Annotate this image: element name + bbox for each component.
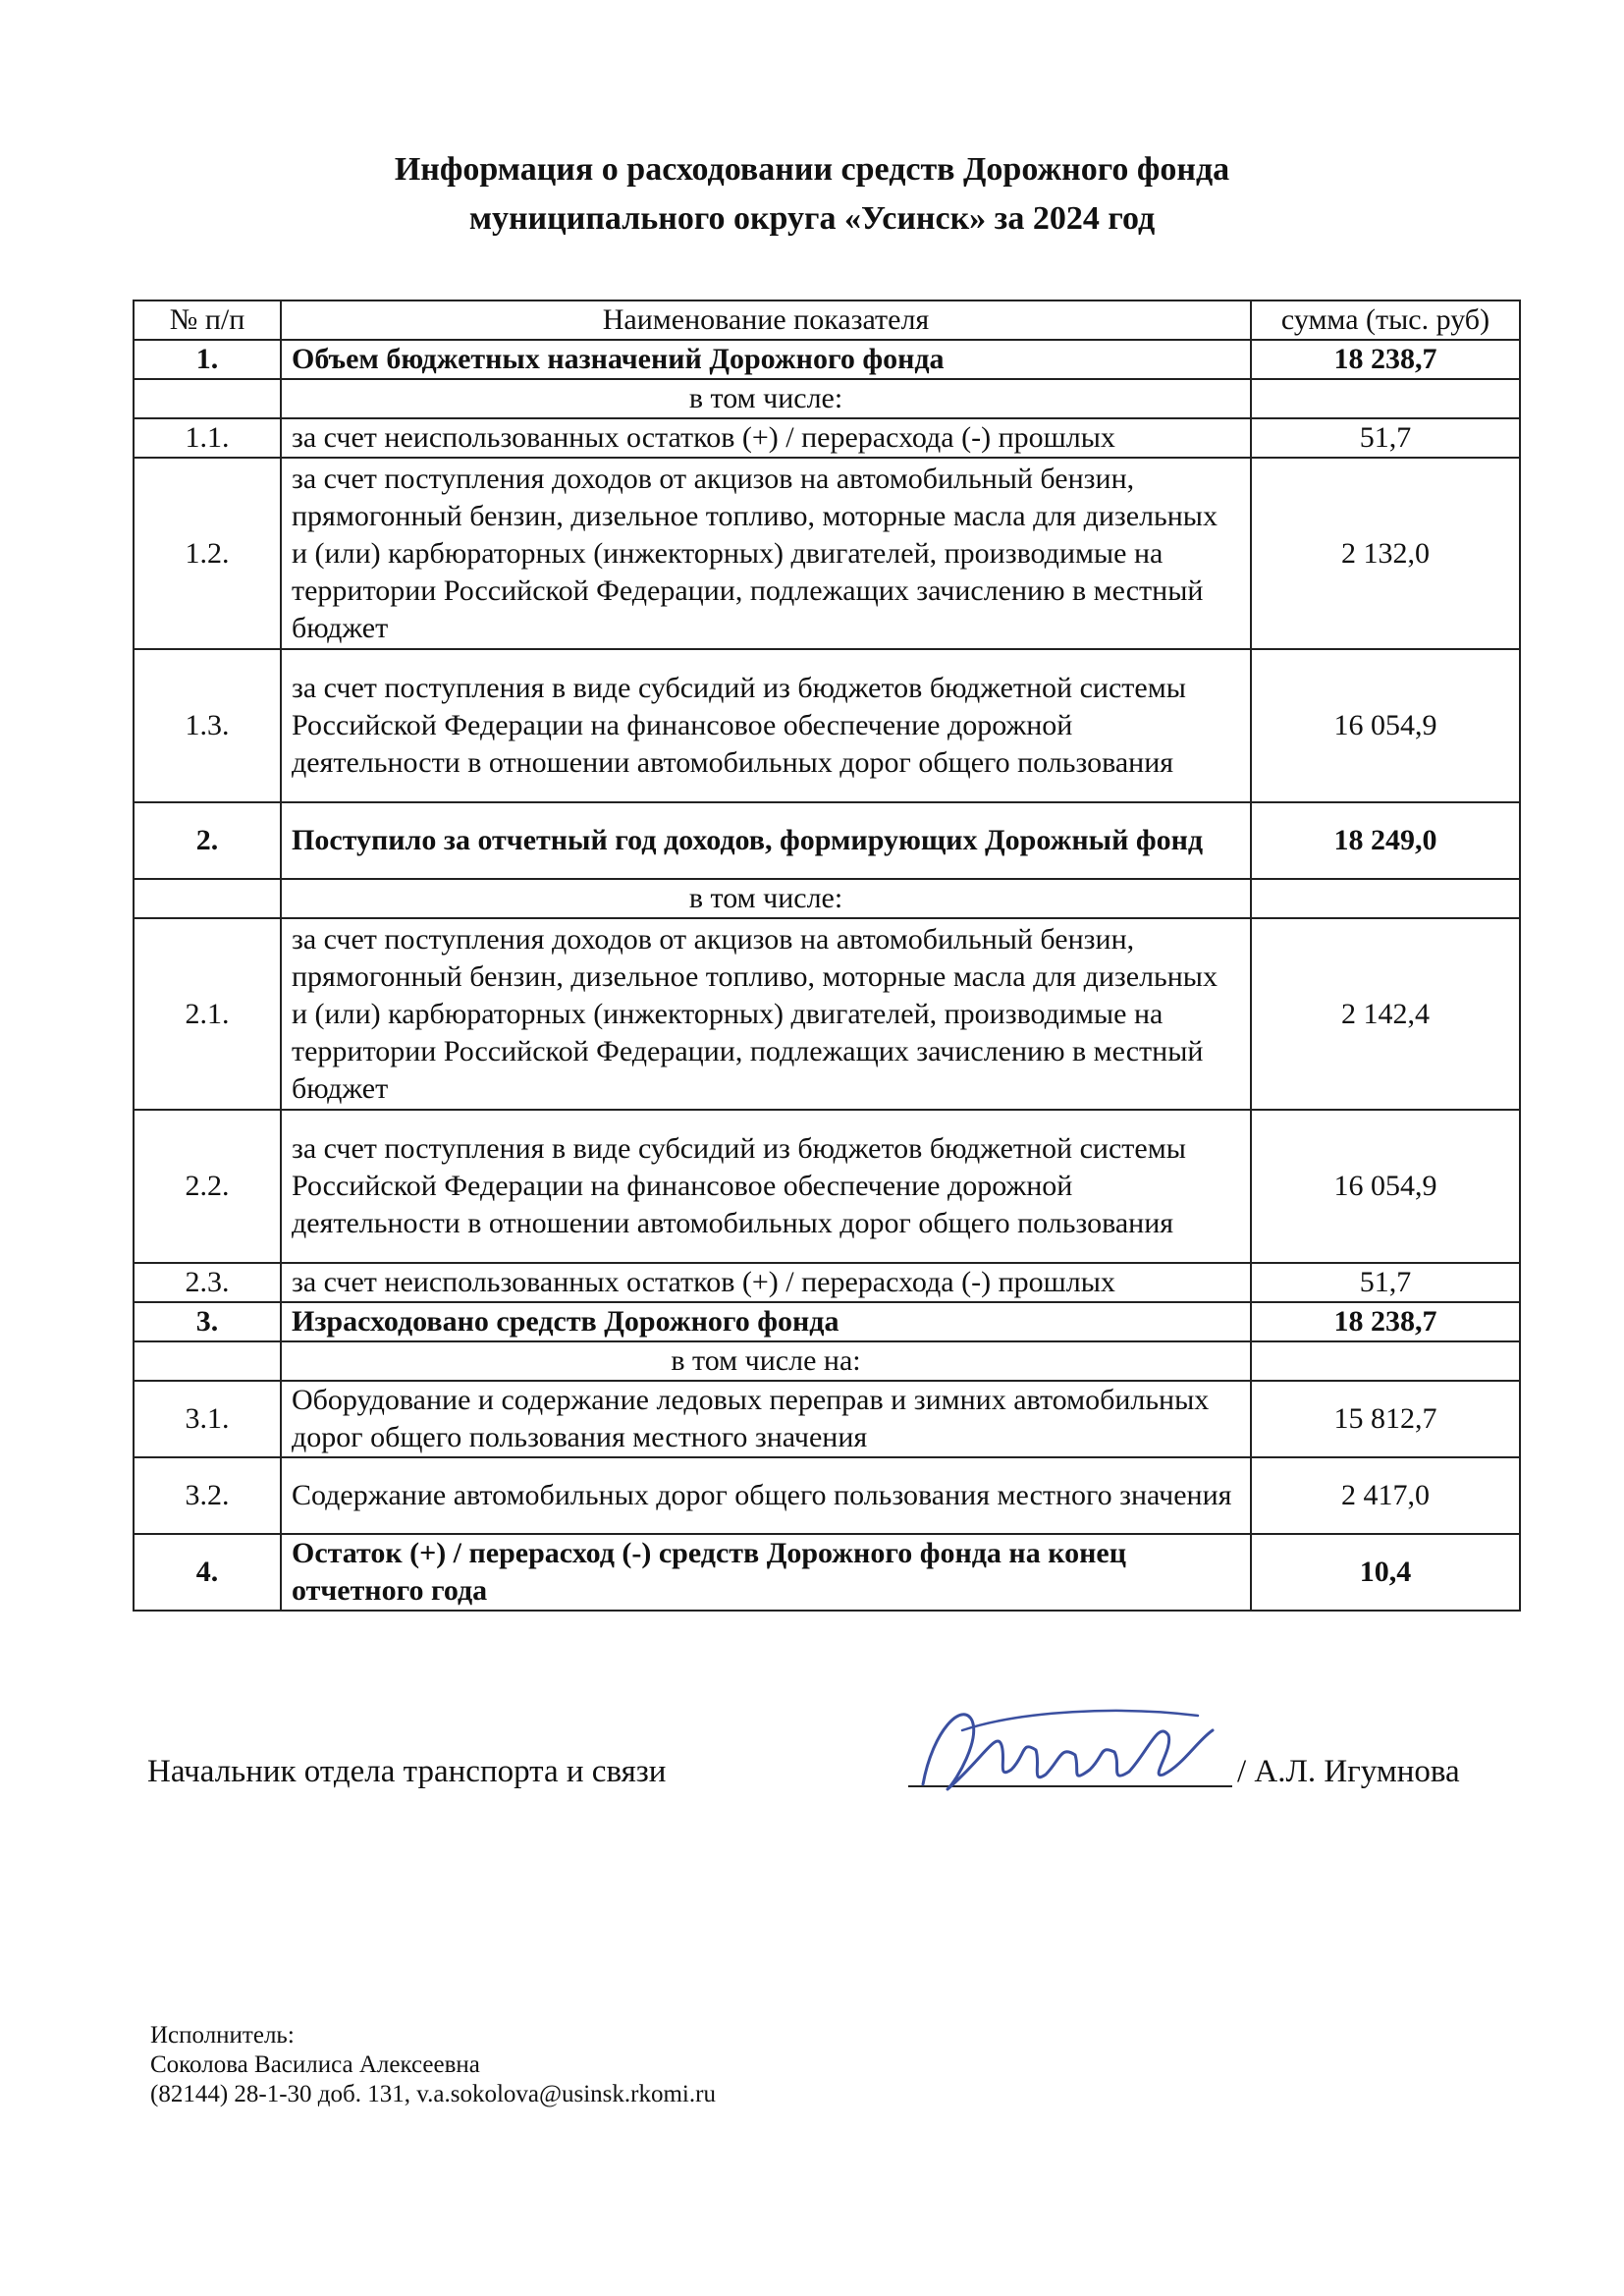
row-name: за счет поступления доходов от акцизов на автомобильный бензин, прямогонный бензин, дизельное топливо, моторные масла для дизельных и (или) карбюраторных (инжекторных) двигателей, производимые на территории Российской Федерации, подлежащих зачислению в местный бюджет bbox=[281, 458, 1251, 649]
row-number: 2. bbox=[134, 802, 281, 879]
row-sum bbox=[1251, 379, 1520, 418]
row-number: 1.2. bbox=[134, 458, 281, 649]
table-row bbox=[134, 1263, 1520, 1302]
row-number: 3. bbox=[134, 1302, 281, 1341]
row-sum: 51,7 bbox=[1251, 418, 1520, 458]
signer-position: Начальник отдела транспорта и связи bbox=[147, 1754, 667, 1789]
table-row bbox=[134, 458, 1520, 649]
row-sum: 2 142,4 bbox=[1251, 918, 1520, 1110]
table-row bbox=[134, 1110, 1520, 1263]
row-sum: 2 132,0 bbox=[1251, 458, 1520, 649]
header-indicator: Наименование показателя bbox=[281, 301, 1251, 340]
row-name: Объем бюджетных назначений Дорожного фонда bbox=[281, 340, 1251, 379]
table-row bbox=[134, 418, 1520, 458]
row-name: за счет поступления в виде субсидий из бюджетов бюджетной системы Российской Федерации на финансовое обеспечение дорожной деятельности в отношении автомобильных дорог общего пользования bbox=[281, 649, 1251, 802]
table-row bbox=[134, 879, 1520, 918]
row-sum: 18 238,7 bbox=[1251, 340, 1520, 379]
row-sum bbox=[1251, 1341, 1520, 1381]
executor-contacts: (82144) 28-1-30 доб. 131, v.a.sokolova@usinsk.rkomi.ru bbox=[150, 2081, 716, 2107]
row-number: 2.2. bbox=[134, 1110, 281, 1263]
row-sum bbox=[1251, 879, 1520, 918]
row-name: в том числе на: bbox=[281, 1341, 1251, 1381]
row-number bbox=[134, 379, 281, 418]
table-row bbox=[134, 1302, 1520, 1341]
row-name: Израсходовано средств Дорожного фонда bbox=[281, 1302, 1251, 1341]
title-line-2: муниципального округа «Усинск» за 2024 год bbox=[468, 200, 1156, 237]
row-sum: 15 812,7 bbox=[1251, 1381, 1520, 1457]
row-number: 2.1. bbox=[134, 918, 281, 1110]
row-name: в том числе: bbox=[281, 379, 1251, 418]
row-number: 3.1. bbox=[134, 1381, 281, 1457]
table-row bbox=[134, 802, 1520, 879]
row-number: 4. bbox=[134, 1534, 281, 1611]
row-name: Содержание автомобильных дорог общего пользования местного значения bbox=[281, 1457, 1251, 1534]
row-sum: 51,7 bbox=[1251, 1263, 1520, 1302]
signature-block bbox=[147, 1748, 1502, 1807]
road-fund-table bbox=[133, 300, 1521, 1612]
row-number: 1. bbox=[134, 340, 281, 379]
row-name: в том числе: bbox=[281, 879, 1251, 918]
row-name: за счет неиспользованных остатков (+) / перерасхода (-) прошлых bbox=[281, 1263, 1251, 1302]
header-number: № п/п bbox=[134, 301, 281, 340]
table-row bbox=[134, 340, 1520, 379]
row-name: Поступило за отчетный год доходов, формирующих Дорожный фонд bbox=[281, 802, 1251, 879]
executor-name: Соколова Василиса Алексеевна bbox=[150, 2051, 480, 2078]
row-sum: 16 054,9 bbox=[1251, 1110, 1520, 1263]
table-row bbox=[134, 1341, 1520, 1381]
handwritten-signature bbox=[903, 1691, 1227, 1809]
table-row bbox=[134, 918, 1520, 1110]
row-sum: 18 238,7 bbox=[1251, 1302, 1520, 1341]
row-name: за счет неиспользованных остатков (+) / перерасхода (-) прошлых bbox=[281, 418, 1251, 458]
table-header-row bbox=[134, 301, 1520, 340]
row-name: за счет поступления доходов от акцизов на автомобильный бензин, прямогонный бензин, дизельное топливо, моторные масла для дизельных и (или) карбюраторных (инжекторных) двигателей, производимые на территории Российской Федерации, подлежащих зачислению в местный бюджет bbox=[281, 918, 1251, 1110]
row-name: Остаток (+) / перерасход (-) средств Дорожного фонда на конец отчетного года bbox=[281, 1534, 1251, 1611]
document-title bbox=[0, 145, 1624, 244]
row-number: 3.2. bbox=[134, 1457, 281, 1534]
executor-block bbox=[150, 2021, 716, 2109]
executor-label: Исполнитель: bbox=[150, 2022, 295, 2049]
row-number: 1.1. bbox=[134, 418, 281, 458]
title-line-1: Информация о расходовании средств Дорожного фонда bbox=[394, 151, 1230, 188]
table-row bbox=[134, 1381, 1520, 1457]
row-number bbox=[134, 1341, 281, 1381]
header-sum: сумма (тыс. руб) bbox=[1251, 301, 1520, 340]
row-sum: 10,4 bbox=[1251, 1534, 1520, 1611]
row-number: 1.3. bbox=[134, 649, 281, 802]
table-row bbox=[134, 1457, 1520, 1534]
table-row bbox=[134, 649, 1520, 802]
signer-name: / А.Л. Игумнова bbox=[1237, 1754, 1460, 1789]
table-row bbox=[134, 1534, 1520, 1611]
row-sum: 18 249,0 bbox=[1251, 802, 1520, 879]
row-sum: 16 054,9 bbox=[1251, 649, 1520, 802]
row-name: Оборудование и содержание ледовых переправ и зимних автомобильных дорог общего пользования местного значения bbox=[281, 1381, 1251, 1457]
row-name: за счет поступления в виде субсидий из бюджетов бюджетной системы Российской Федерации на финансовое обеспечение дорожной деятельности в отношении автомобильных дорог общего пользования bbox=[281, 1110, 1251, 1263]
row-number: 2.3. bbox=[134, 1263, 281, 1302]
row-sum: 2 417,0 bbox=[1251, 1457, 1520, 1534]
table-row bbox=[134, 379, 1520, 418]
row-number bbox=[134, 879, 281, 918]
